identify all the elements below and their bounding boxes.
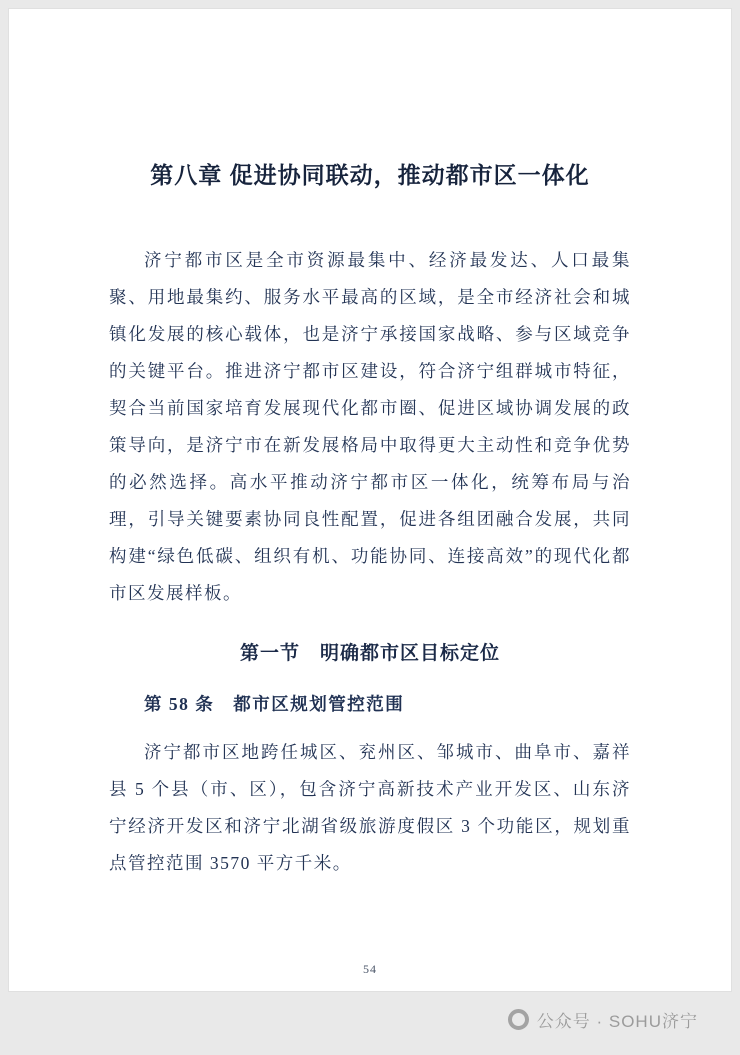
body-paragraph-2: 济宁都市区地跨任城区、兖州区、邹城市、曲阜市、嘉祥县 5 个县（市、区），包含济宁高新技术产业开发区、山东济宁经济开发区和济宁北湖省级旅游度假区 3 个功能区，规划重点管控范围 3570 平方千米。 — [109, 742, 631, 873]
footer-band — [0, 992, 740, 1047]
watermark — [508, 1007, 698, 1032]
watermark-label: 公众号 · SOHU济宁 — [536, 1012, 698, 1031]
chapter-title: 第八章 促进协同联动，推动都市区一体化 — [150, 162, 590, 188]
page-number: 54 — [363, 962, 377, 976]
article-heading: 第 58 条 都市区规划管控范围 — [144, 694, 405, 714]
sohu-account-icon — [508, 1009, 529, 1030]
document-page — [8, 8, 732, 992]
section-heading: 第一节 明确都市区目标定位 — [239, 643, 500, 664]
body-paragraph-1: 济宁都市区是全市资源最集中、经济最发达、人口最集聚、用地最集约、服务水平最高的区域，是全市经济社会和城镇化发展的核心载体，也是济宁承接国家战略、参与区域竞争的关键平台。推进济宁都市区建设，符合济宁组群城市特征，契合当前国家培育发展现代化都市圈、促进区域协调发展的政策导向，是济宁市在新发展格局中取得更大主动性和竞争优势的必然选择。高水平推动济宁都市区一体化，统筹布局与治理，引导关键要素协同良性配置，促进各组团融合发展，共同构建“绿色低碳、组织有机、功能协同、连接高效”的现代化都市区发展样板。 — [109, 250, 631, 603]
